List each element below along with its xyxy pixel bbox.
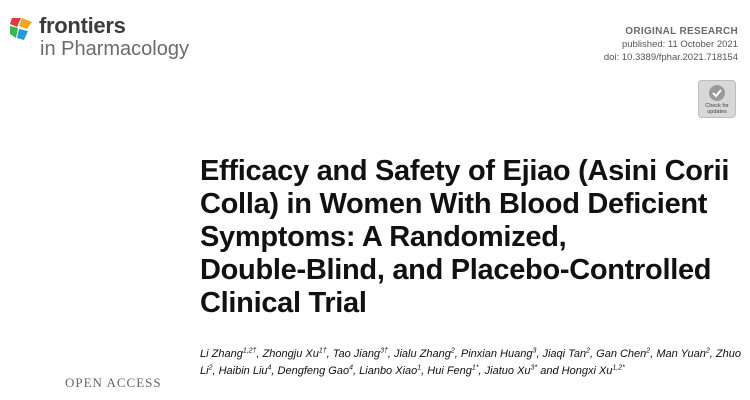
check-updates-line1: Check for: [705, 103, 729, 109]
author[interactable]: [200, 348, 256, 360]
author[interactable]: [263, 348, 327, 360]
author-affiliation: 1*: [471, 364, 479, 372]
author[interactable]: [219, 365, 272, 377]
author[interactable]: [656, 348, 709, 360]
title-line: Clinical Trial: [200, 287, 367, 319]
check-updates-icon: [708, 84, 726, 102]
author-affiliation: 4: [349, 364, 354, 372]
author-affiliation: 2: [208, 364, 213, 372]
author[interactable]: [278, 365, 353, 377]
article-type: ORIGINAL RESEARCH: [625, 26, 738, 37]
author-affiliation: 1,2*: [612, 364, 625, 372]
frontiers-logo-icon: [8, 16, 34, 42]
author[interactable]: [562, 365, 625, 377]
author-affiliation: 2: [586, 347, 591, 355]
author-name: Tao Jiang: [332, 348, 381, 360]
title-line: Double-Blind, and Placebo-Controlled: [200, 254, 712, 286]
logo-mark-orange: [19, 18, 32, 29]
author-separator: ,: [387, 348, 394, 360]
author-affiliation: 2: [646, 347, 651, 355]
author-separator: ,: [353, 365, 360, 377]
author-separator: ,: [454, 348, 461, 360]
doi-link[interactable]: doi: 10.3389/fphar.2021.718154: [603, 52, 738, 63]
author-list: [200, 346, 745, 380]
author[interactable]: [596, 348, 650, 360]
author[interactable]: [333, 348, 388, 360]
author[interactable]: [485, 365, 538, 377]
author-name: Hongxi Xu: [561, 365, 613, 377]
title-line: Efficacy and Safety of Ejiao (Asini Corii: [200, 155, 730, 187]
author-name: Jiatuo Xu: [484, 365, 531, 377]
author-separator: ,: [590, 348, 597, 360]
title-line: Colla) in Women With Blood Deficient: [200, 188, 708, 220]
author-separator: ,: [212, 365, 219, 377]
author[interactable]: [359, 365, 421, 377]
author-name: Dengfeng Gao: [277, 365, 350, 377]
check-updates-line2: updates: [707, 109, 727, 115]
journal-name: in Pharmacology: [40, 38, 189, 60]
author[interactable]: [461, 348, 536, 360]
logo-mark-green: [10, 26, 18, 38]
author-name: Hui Feng: [427, 365, 472, 377]
author-name: Pinxian Huang: [460, 348, 533, 360]
author-affiliation: 1,2†: [242, 347, 257, 355]
author-affiliation: 4: [267, 364, 272, 372]
journal-brand: frontiers: [39, 13, 126, 38]
author-name: Li Zhang: [200, 348, 243, 360]
author-affiliation: 1†: [318, 347, 327, 355]
author-name: Zhongju Xu: [262, 348, 319, 360]
author-name: Haibin Liu: [218, 365, 268, 377]
author-affiliation: 3: [532, 347, 537, 355]
author-affiliation: 3*: [530, 364, 538, 372]
author[interactable]: [394, 348, 455, 360]
check-for-updates-button[interactable]: [698, 80, 736, 118]
author-separator: ,: [326, 348, 333, 360]
author-separator: ,: [271, 365, 278, 377]
author[interactable]: [427, 365, 478, 377]
author-separator: ,: [536, 348, 543, 360]
author-separator: and: [537, 365, 562, 377]
author-affiliation: 3†: [380, 347, 388, 355]
author-name: Zhuo Li: [200, 348, 741, 377]
title-line: Symptoms: A Randomized,: [200, 221, 567, 253]
author-separator: ,: [650, 348, 657, 360]
article-meta: [604, 25, 738, 64]
author-separator: ,: [709, 348, 716, 360]
author-affiliation: 1: [417, 364, 422, 372]
journal-logo[interactable]: [8, 14, 218, 62]
author-affiliation: 2: [450, 347, 455, 355]
published-date: published: 11 October 2021: [621, 39, 738, 50]
author-separator: ,: [256, 348, 263, 360]
author-name: Gan Chen: [596, 348, 647, 360]
open-access-label: OPEN ACCESS: [65, 375, 162, 390]
author-affiliation: 2: [705, 347, 710, 355]
author-name: Lianbo Xiao: [359, 365, 418, 377]
check-updates-label: [705, 103, 729, 115]
author-separator: ,: [478, 365, 485, 377]
author-name: Jiaqi Tan: [542, 348, 587, 360]
author-separator: ,: [421, 365, 428, 377]
author[interactable]: [542, 348, 590, 360]
author-name: Man Yuan: [656, 348, 706, 360]
article-title: [200, 155, 745, 320]
author-name: Jialu Zhang: [393, 348, 451, 360]
logo-mark-blue: [17, 29, 28, 40]
